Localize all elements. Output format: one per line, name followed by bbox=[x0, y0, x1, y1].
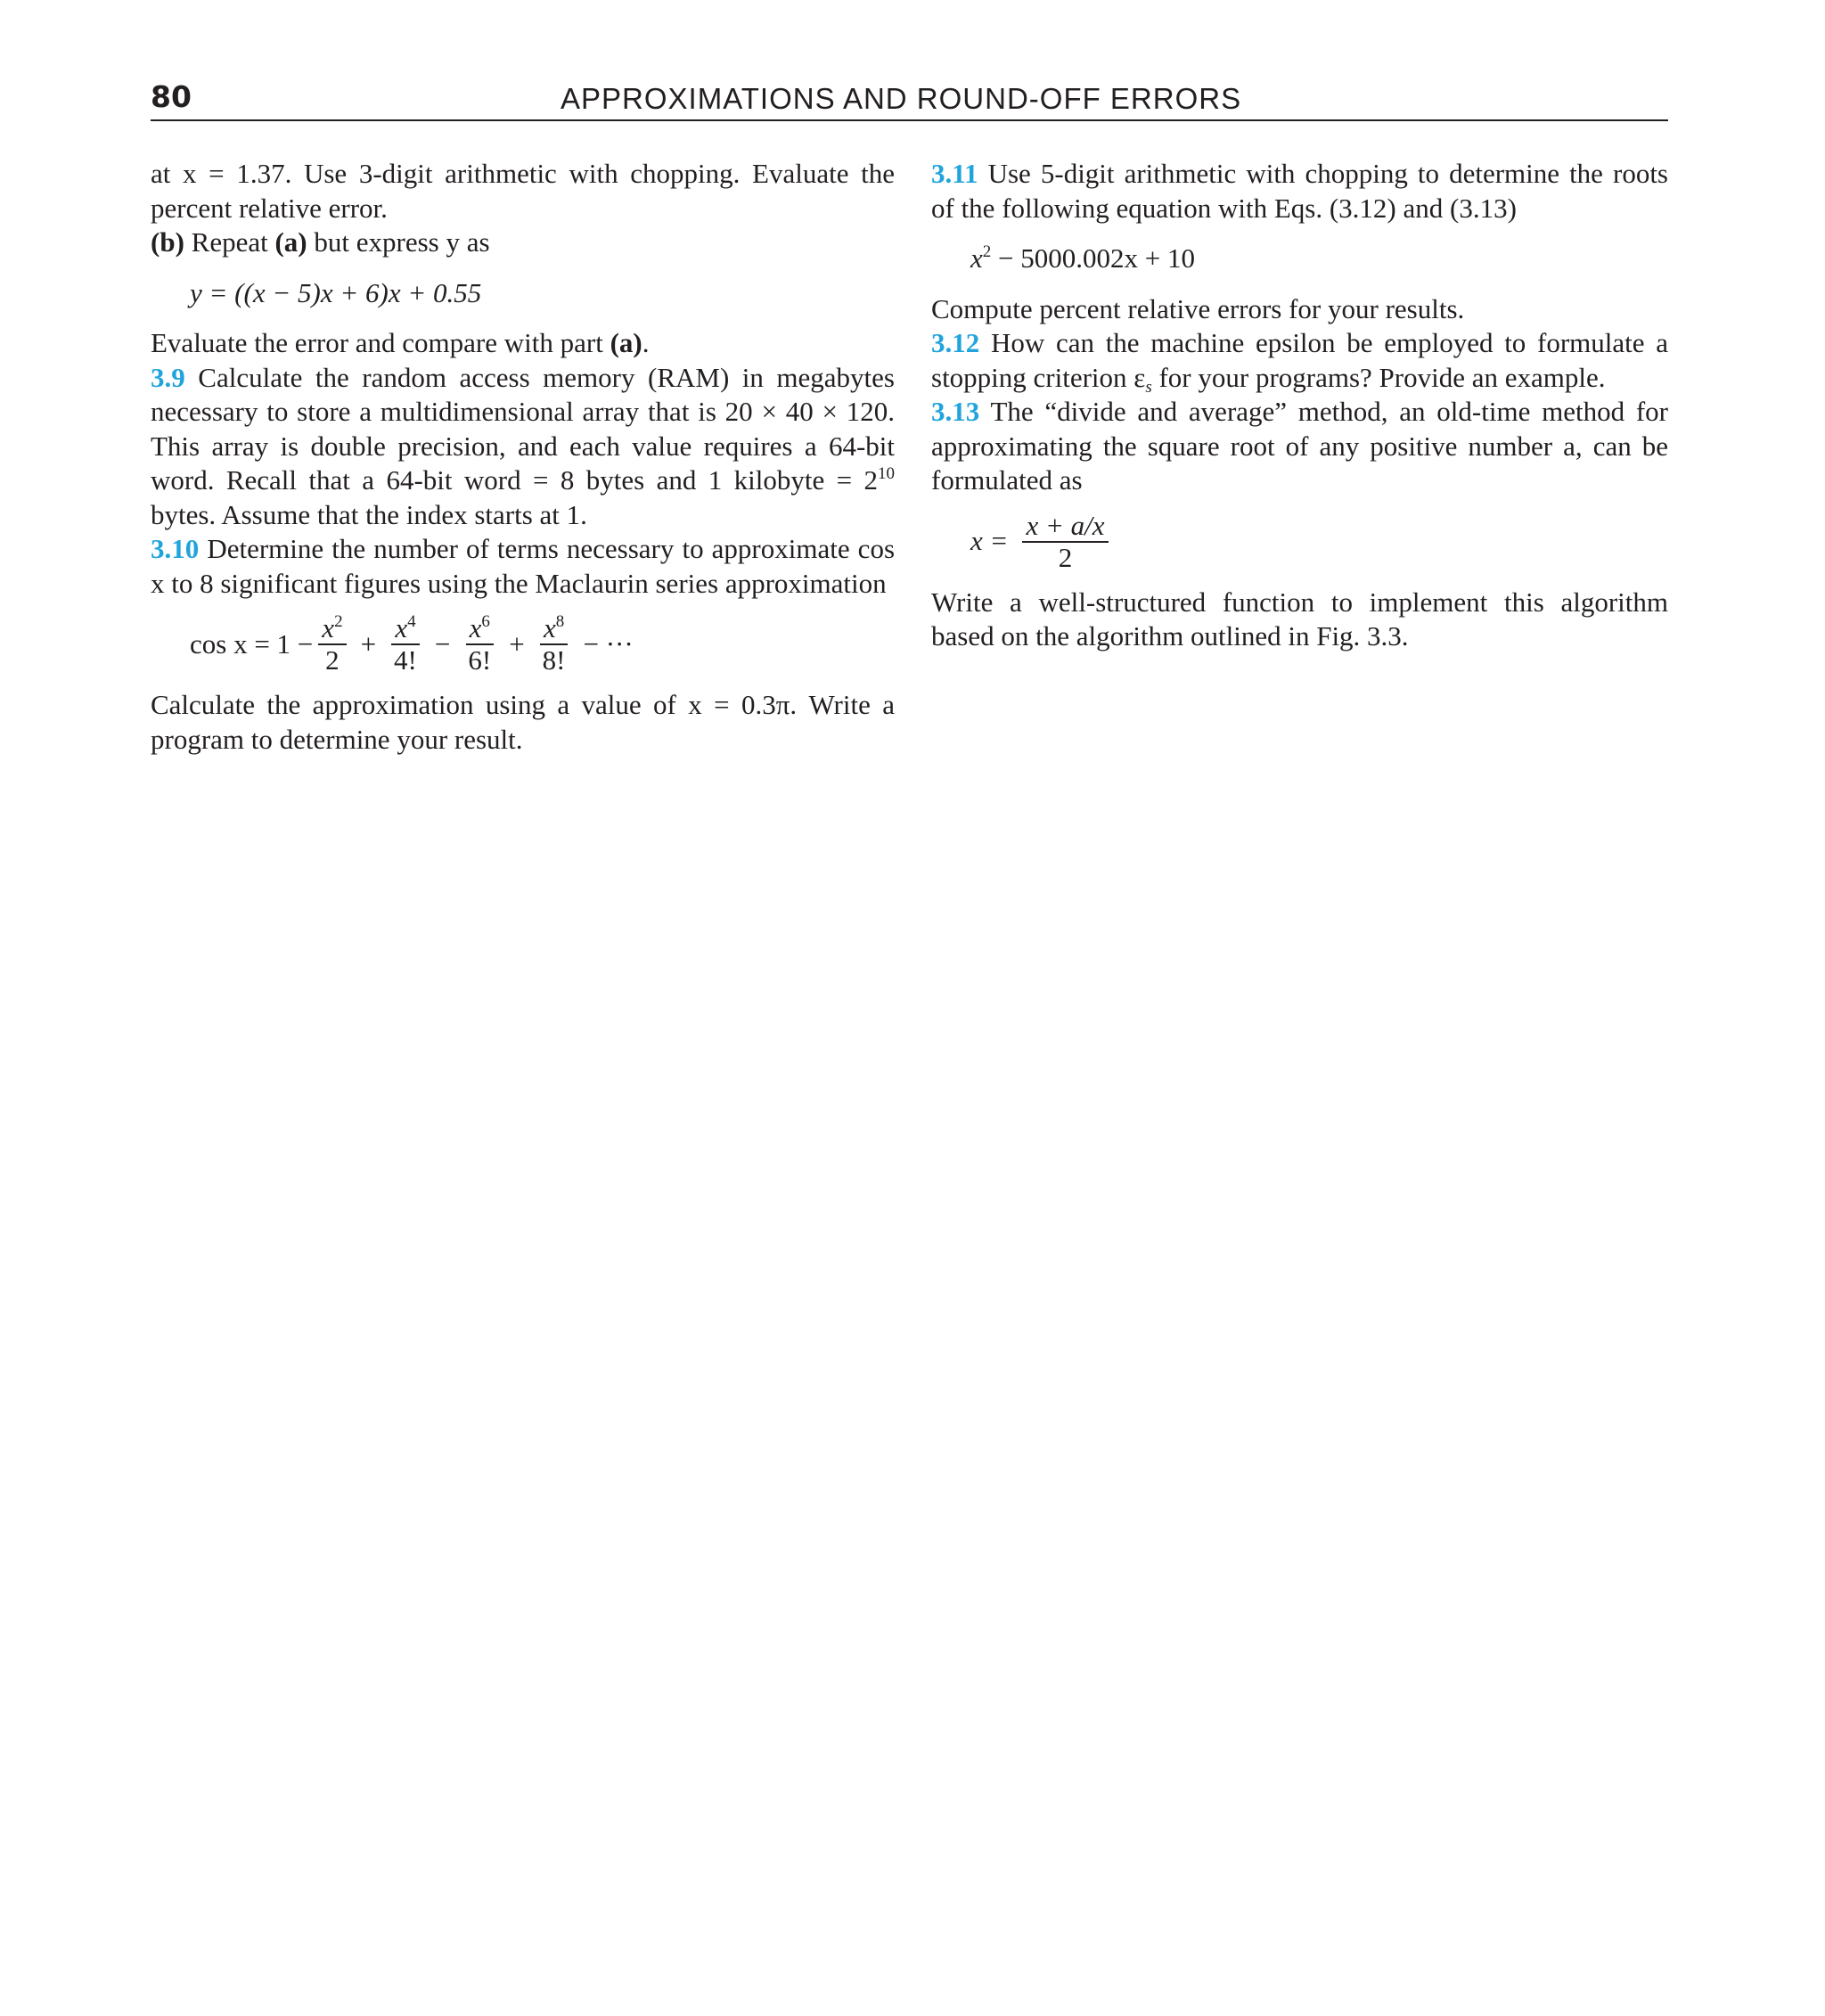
problem-3-9-end: bytes. Assume that the index starts at 1. bbox=[151, 498, 587, 530]
term-4-den: 8! bbox=[542, 644, 566, 676]
term-2-var: x bbox=[395, 612, 408, 643]
equation-quadratic bbox=[970, 242, 1668, 276]
page-number: 80 bbox=[151, 79, 192, 114]
problem-3-12-text-a: How can the machine epsilon be employed to formulate a stopping criterion ε bbox=[931, 327, 1668, 393]
paragraph-compute: Compute percent relative errors for your results. bbox=[931, 292, 1465, 324]
term-2-den: 4! bbox=[394, 644, 417, 676]
part-b-rest: but express y as bbox=[314, 226, 490, 258]
paragraph-evaluate bbox=[151, 326, 895, 361]
left-column bbox=[151, 157, 895, 757]
part-b-label: (b) bbox=[151, 226, 184, 258]
divide-average-numerator: x + a/x bbox=[1022, 511, 1108, 543]
term-2-exp: 4 bbox=[407, 612, 416, 631]
problem-number-3-11: 3.11 bbox=[931, 158, 978, 189]
evaluate-text: Evaluate the error and compare with part bbox=[151, 327, 603, 358]
problem-3-13 bbox=[931, 395, 1668, 498]
term-2-op: − bbox=[434, 627, 451, 660]
problem-3-11-text: Use 5-digit arithmetic with chopping to determine the roots of the following equation with Eqs. (3.12) and (3.13) bbox=[931, 158, 1669, 224]
term-1-op: + bbox=[360, 627, 377, 660]
quadratic-exp: 2 bbox=[982, 242, 992, 261]
paragraph-continuation: at x = 1.37. Use 3-digit arithmetic with chopping. Evaluate the percent relative error. bbox=[151, 158, 895, 224]
problem-3-9-exponent: 10 bbox=[878, 464, 895, 483]
term-3-var: x bbox=[469, 612, 482, 643]
term-1-exp: 2 bbox=[334, 612, 343, 631]
problem-number-3-13: 3.13 bbox=[931, 396, 980, 427]
problem-3-12 bbox=[931, 326, 1668, 395]
term-3-exp: 6 bbox=[481, 612, 490, 631]
problem-3-9 bbox=[151, 361, 895, 533]
equation-divide-average bbox=[970, 511, 1668, 573]
problem-3-11 bbox=[931, 157, 1668, 225]
equation-maclaurin bbox=[190, 613, 895, 676]
problem-3-10 bbox=[151, 532, 895, 601]
evaluate-part-ref: (a) bbox=[610, 327, 642, 358]
paragraph-part-b bbox=[151, 225, 895, 260]
problem-3-9-text: Calculate the random access memory (RAM) in megabytes necessary to store a multidimensional array that is 20 × 40 × 120. This array is double precision, and each value requires a 64-bit word. Recall that a 64-bit word = 8 bytes and 1 kilobyte = 2 bbox=[151, 361, 895, 496]
term-3-op: + bbox=[509, 627, 525, 660]
term-4-op: − ··· bbox=[583, 627, 634, 660]
quadratic-rest: − 5000.002x + 10 bbox=[998, 242, 1195, 274]
problem-3-10-text: Determine the number of terms necessary to approximate cos x to 8 significant figures using the Maclaurin series approximation bbox=[151, 533, 896, 599]
divide-average-lhs: x = bbox=[970, 525, 1009, 557]
term-1-den: 2 bbox=[325, 644, 340, 676]
problem-number-3-9: 3.9 bbox=[151, 361, 185, 393]
part-b-text: Repeat bbox=[191, 226, 268, 258]
term-4-exp: 8 bbox=[555, 612, 565, 631]
term-3-den: 6! bbox=[468, 644, 492, 676]
page-header bbox=[151, 78, 1668, 121]
problem-3-12-text-b: for your programs? Provide an example. bbox=[1158, 361, 1606, 393]
problem-number-3-10: 3.10 bbox=[151, 533, 200, 564]
term-1-var: x bbox=[322, 612, 335, 643]
equation-y-text: y = ((x − 5)x + 6)x + 0.55 bbox=[190, 276, 482, 308]
paragraph-final: Write a well-structured function to implement this algorithm based on the algorithm outlined in Fig. 3.3. bbox=[931, 586, 1668, 652]
right-column bbox=[931, 157, 1668, 654]
maclaurin-term-4 bbox=[539, 613, 569, 676]
running-head: APPROXIMATIONS AND ROUND-OFF ERRORS bbox=[561, 82, 1242, 115]
paragraph-calculate: Calculate the approximation using a value of x = 0.3π. Write a program to determine your result. bbox=[151, 689, 895, 755]
maclaurin-term-2 bbox=[390, 613, 421, 676]
divide-average-denominator: 2 bbox=[1058, 541, 1073, 573]
quadratic-var: x bbox=[970, 242, 983, 274]
problem-3-12-subscript: s bbox=[1145, 377, 1152, 397]
evaluate-end: . bbox=[642, 327, 650, 358]
maclaurin-term-3 bbox=[464, 613, 495, 676]
maclaurin-lhs: cos x = 1 − bbox=[190, 627, 314, 660]
divide-average-fraction bbox=[1022, 511, 1108, 573]
problem-number-3-12: 3.12 bbox=[931, 327, 980, 358]
problem-3-13-text: The “divide and average” method, an old-time method for approximating the square root of any positive number a, can be formulated as bbox=[931, 396, 1668, 496]
equation-y bbox=[190, 276, 895, 311]
maclaurin-term-1 bbox=[318, 613, 346, 676]
part-a-ref: (a) bbox=[274, 226, 307, 258]
term-4-var: x bbox=[543, 612, 556, 643]
